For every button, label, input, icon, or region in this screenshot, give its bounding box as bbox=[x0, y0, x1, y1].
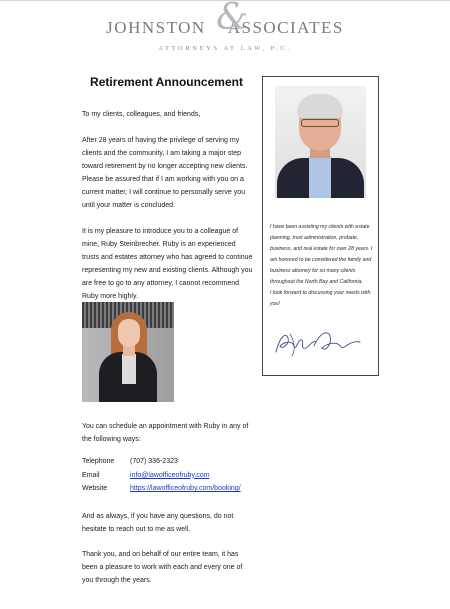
website-link[interactable]: https://lawofficeofruby.com/booking/ bbox=[130, 485, 241, 492]
ruby-photo bbox=[82, 302, 174, 402]
paragraph-schedule: You can schedule an appointment with Ruby in any of the following ways: bbox=[82, 423, 249, 443]
attorney-photo bbox=[275, 86, 366, 198]
contact-label: Telephone bbox=[82, 458, 115, 465]
logo-left-word: JOHNSTON bbox=[106, 18, 206, 37]
contact-telephone-value: (707) 336-2323 bbox=[130, 458, 178, 465]
logo-tagline: ATTORNEYS AT LAW, P.C. bbox=[158, 45, 292, 52]
bio-closing: I look forward to discussing your needs with you! bbox=[270, 290, 371, 307]
paragraph-introduction: It is my pleasure to introduce you to a colleague of mine, Ruby Steinbrecher. Ruby is an experienced trusts and estates attorney who has agreed to continue representing my new and existing clients. Although you are free to go to any attorney, I cannot recommend Ruby more highly. bbox=[82, 228, 253, 300]
salutation: To my clients, colleagues, and friends, bbox=[82, 111, 201, 118]
contact-label: Website bbox=[82, 485, 108, 492]
contact-table bbox=[82, 455, 241, 496]
handwritten-signature-icon bbox=[270, 326, 370, 360]
letterhead bbox=[0, 0, 450, 58]
attorney-bio bbox=[270, 222, 374, 310]
paragraph-retirement: After 28 years of having the privilege of serving my clients and the community, I am taking a major step toward retirement by no longer accepting new clients. Please be assured that if I am working with you on a current matter, I will continue to personally serve you until your matter is concluded. bbox=[82, 137, 248, 209]
email-link[interactable]: info@lawofficeofruby.com bbox=[130, 471, 210, 479]
contact-row-email bbox=[82, 469, 241, 483]
paragraph-thanks: Thank you, and on behalf of our entire team, it has been a pleasure to work with each and every one of you through the years. bbox=[82, 551, 243, 584]
page-title: Retirement Announcement bbox=[90, 75, 243, 89]
paragraph-questions: And as always, if you have any questions, do not hesitate to reach out to me as well. bbox=[82, 513, 234, 533]
logo-right-word: ASSOCIATES bbox=[227, 18, 344, 37]
logo-ampersand: & bbox=[216, 0, 249, 38]
contact-row-telephone bbox=[82, 455, 241, 469]
contact-row-website bbox=[82, 482, 241, 496]
contact-label: Email bbox=[82, 471, 100, 479]
bio-paragraph: I have been assisting my clients with estate planning, trust administration, probate, business, and real estate for over 28 years. I am honored to be considered the family and business attorney for so many clients throughout the North Bay and California. bbox=[270, 224, 373, 285]
